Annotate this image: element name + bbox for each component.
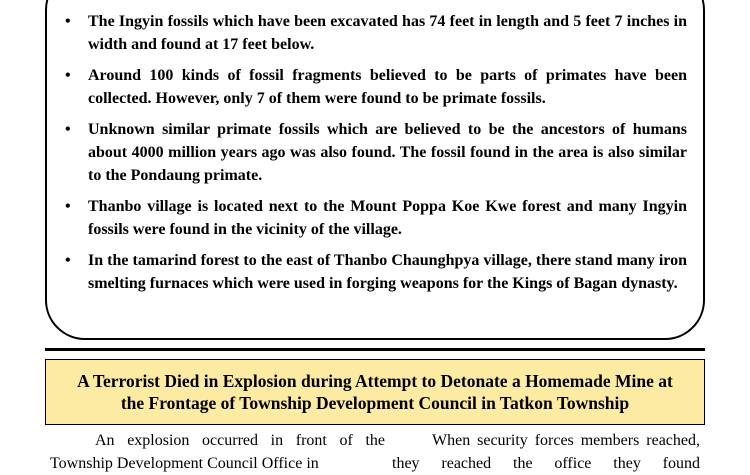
section-divider (45, 348, 705, 351)
article-column-2 (392, 429, 700, 475)
facts-item-text: Around 100 kinds of fossil fragments believed to be parts of primates have been collected. However, only 7 of them were found to be primate fossils. (88, 67, 687, 107)
facts-item (65, 249, 687, 295)
bullet-icon: • (65, 67, 71, 84)
facts-item (65, 118, 687, 187)
facts-item-text: In the tamarind forest to the east of Thanbo Chaunghpya village, there stand many iron smelting furnaces which were used in forging weapons for the Kings of Bagan dynasty. (88, 252, 687, 292)
bullet-icon: • (65, 252, 71, 269)
headline-line-1: A Terrorist Died in Explosion during Attempt to Detonate a Homemade Mine at (77, 371, 673, 391)
bullet-icon: • (65, 198, 71, 215)
facts-item-text: The Ingyin fossils which have been excavated has 74 feet in length and 5 feet 7 inches in width and found at 17 feet below. (88, 13, 687, 53)
column-1-line-1: An explosion occurred in front of the (95, 432, 385, 449)
facts-item-text: Unknown similar primate fossils which are believed to be the ancestors of humans about 4000 million years ago was also found. The fossil found in the area is also similar to the Pondaung primate. (88, 121, 687, 184)
column-1-line-2: Township Development Council Office in (50, 455, 319, 472)
article-column-1 (50, 429, 385, 475)
article-headline (65, 370, 685, 414)
article-headline-box (45, 359, 705, 425)
facts-item (65, 195, 687, 241)
facts-item (65, 10, 687, 56)
bullet-icon: • (65, 121, 71, 138)
headline-line-2: the Frontage of Township Development Council in Tatkon Township (120, 393, 630, 413)
column-2-line-2: reached, they reached the office they found (392, 432, 700, 472)
facts-item (65, 64, 687, 110)
column-2-line-1: When security forces members (432, 432, 640, 449)
facts-list (65, 10, 687, 303)
bullet-icon: • (65, 13, 71, 30)
facts-item-text: Thanbo village is located next to the Mount Poppa Koe Kwe forest and many Ingyin fossils were found in the vicinity of the village. (88, 198, 687, 238)
